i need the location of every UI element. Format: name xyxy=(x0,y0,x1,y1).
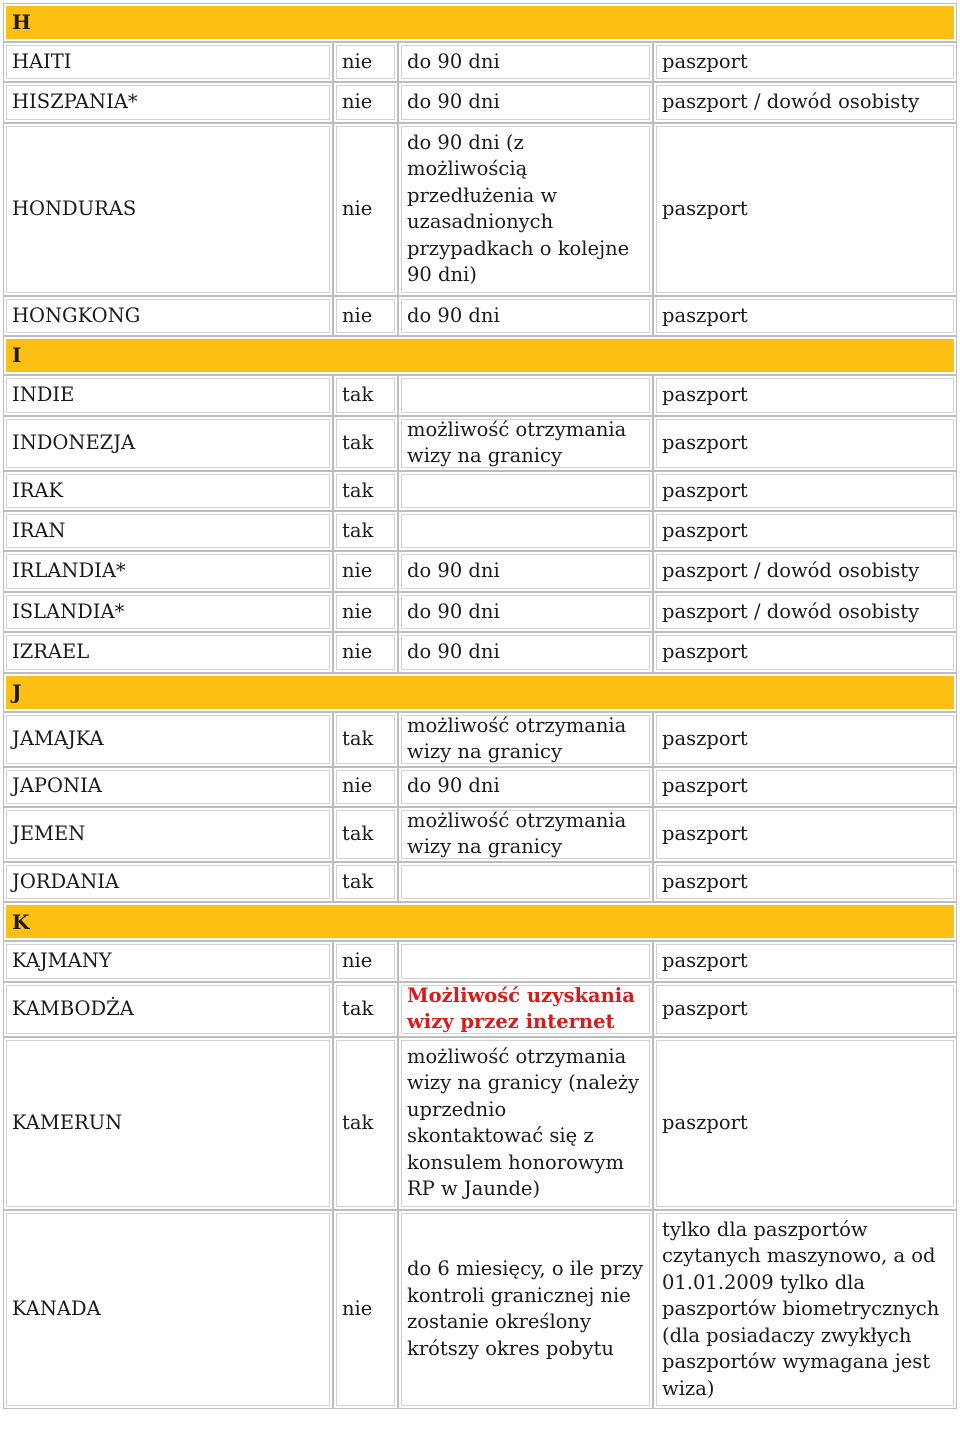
table-cell-visa: tak xyxy=(333,511,398,551)
table-cell-visa: nie xyxy=(333,632,398,672)
table-cell-stay: do 90 dni xyxy=(398,767,653,807)
table-cell-visa: tak xyxy=(333,712,398,767)
table-cell-stay: Możliwość uzyskania wizy przez internet xyxy=(398,982,653,1037)
table-cell-country: KAMERUN xyxy=(3,1037,333,1210)
table-cell-stay: do 6 miesięcy, o ile przy kontroli granicznej nie zostanie określony krótszy okres pobytu xyxy=(398,1210,653,1410)
visa-table xyxy=(3,3,957,1409)
table-cell-stay xyxy=(398,941,653,981)
table-cell-stay: do 90 dni xyxy=(398,551,653,591)
table-cell-document: paszport xyxy=(653,296,957,336)
table-cell-document: paszport xyxy=(653,862,957,902)
table-cell-stay: do 90 dni xyxy=(398,296,653,336)
table-cell-document: paszport xyxy=(653,471,957,511)
table-cell-document: tylko dla paszportów czytanych maszynowo, a od 01.01.2009 tylko dla paszportów biometrycznych (dla posiadaczy zwykłych paszportów wymagana jest wiza) xyxy=(653,1210,957,1410)
table-cell-document: paszport xyxy=(653,42,957,82)
table-cell-country: INDONEZJA xyxy=(3,416,333,471)
section-header-k: K xyxy=(3,902,957,941)
table-cell-visa: nie xyxy=(333,296,398,336)
table-cell-country: HONDURAS xyxy=(3,123,333,296)
table-cell-country: KAMBODŻA xyxy=(3,982,333,1037)
table-cell-document: paszport xyxy=(653,712,957,767)
table-cell-country: INDIE xyxy=(3,375,333,415)
table-cell-visa: nie xyxy=(333,767,398,807)
table-cell-visa: nie xyxy=(333,82,398,122)
table-cell-document: paszport xyxy=(653,1037,957,1210)
table-cell-country: IRLANDIA* xyxy=(3,551,333,591)
table-cell-visa: nie xyxy=(333,42,398,82)
table-cell-stay: do 90 dni xyxy=(398,632,653,672)
table-cell-stay: do 90 dni (z możliwością przedłużenia w uzasadnionych przypadkach o kolejne 90 dni) xyxy=(398,123,653,296)
table-cell-stay: możliwość otrzymania wizy na granicy xyxy=(398,807,653,862)
table-cell-visa: tak xyxy=(333,982,398,1037)
table-cell-document: paszport xyxy=(653,511,957,551)
table-cell-document: paszport xyxy=(653,375,957,415)
table-cell-country: JAMAJKA xyxy=(3,712,333,767)
table-cell-visa: tak xyxy=(333,375,398,415)
table-cell-stay xyxy=(398,471,653,511)
table-cell-document: paszport / dowód osobisty xyxy=(653,592,957,632)
table-cell-stay: możliwość otrzymania wizy na granicy xyxy=(398,416,653,471)
table-cell-country: JORDANIA xyxy=(3,862,333,902)
table-cell-stay: możliwość otrzymania wizy na granicy (należy uprzednio skontaktować się z konsulem honorowym RP w Jaunde) xyxy=(398,1037,653,1210)
table-cell-country: JEMEN xyxy=(3,807,333,862)
section-header-j: J xyxy=(3,673,957,712)
section-header-i: I xyxy=(3,336,957,375)
table-cell-document: paszport xyxy=(653,807,957,862)
table-cell-document: paszport xyxy=(653,123,957,296)
table-cell-visa: tak xyxy=(333,416,398,471)
table-cell-visa: nie xyxy=(333,941,398,981)
table-cell-stay xyxy=(398,862,653,902)
table-cell-visa: tak xyxy=(333,1037,398,1210)
table-cell-country: KANADA xyxy=(3,1210,333,1410)
table-cell-visa: nie xyxy=(333,592,398,632)
table-cell-visa: tak xyxy=(333,471,398,511)
table-cell-document: paszport xyxy=(653,767,957,807)
table-cell-visa: nie xyxy=(333,1210,398,1410)
table-cell-visa: nie xyxy=(333,123,398,296)
table-cell-document: paszport xyxy=(653,941,957,981)
table-cell-country: ISLANDIA* xyxy=(3,592,333,632)
table-cell-country: HISZPANIA* xyxy=(3,82,333,122)
table-cell-document: paszport xyxy=(653,982,957,1037)
table-cell-stay: do 90 dni xyxy=(398,592,653,632)
table-cell-visa: nie xyxy=(333,551,398,591)
table-cell-stay xyxy=(398,375,653,415)
table-cell-country: IRAN xyxy=(3,511,333,551)
table-cell-stay: do 90 dni xyxy=(398,82,653,122)
table-cell-document: paszport xyxy=(653,632,957,672)
table-cell-country: HAITI xyxy=(3,42,333,82)
table-cell-document: paszport / dowód osobisty xyxy=(653,82,957,122)
table-cell-stay: możliwość otrzymania wizy na granicy xyxy=(398,712,653,767)
section-header-h: H xyxy=(3,3,957,42)
table-cell-country: HONGKONG xyxy=(3,296,333,336)
table-cell-country: KAJMANY xyxy=(3,941,333,981)
table-cell-visa: tak xyxy=(333,862,398,902)
table-cell-stay: do 90 dni xyxy=(398,42,653,82)
table-cell-country: IRAK xyxy=(3,471,333,511)
table-cell-document: paszport / dowód osobisty xyxy=(653,551,957,591)
table-cell-country: IZRAEL xyxy=(3,632,333,672)
table-cell-stay xyxy=(398,511,653,551)
table-cell-country: JAPONIA xyxy=(3,767,333,807)
table-cell-document: paszport xyxy=(653,416,957,471)
table-cell-visa: tak xyxy=(333,807,398,862)
